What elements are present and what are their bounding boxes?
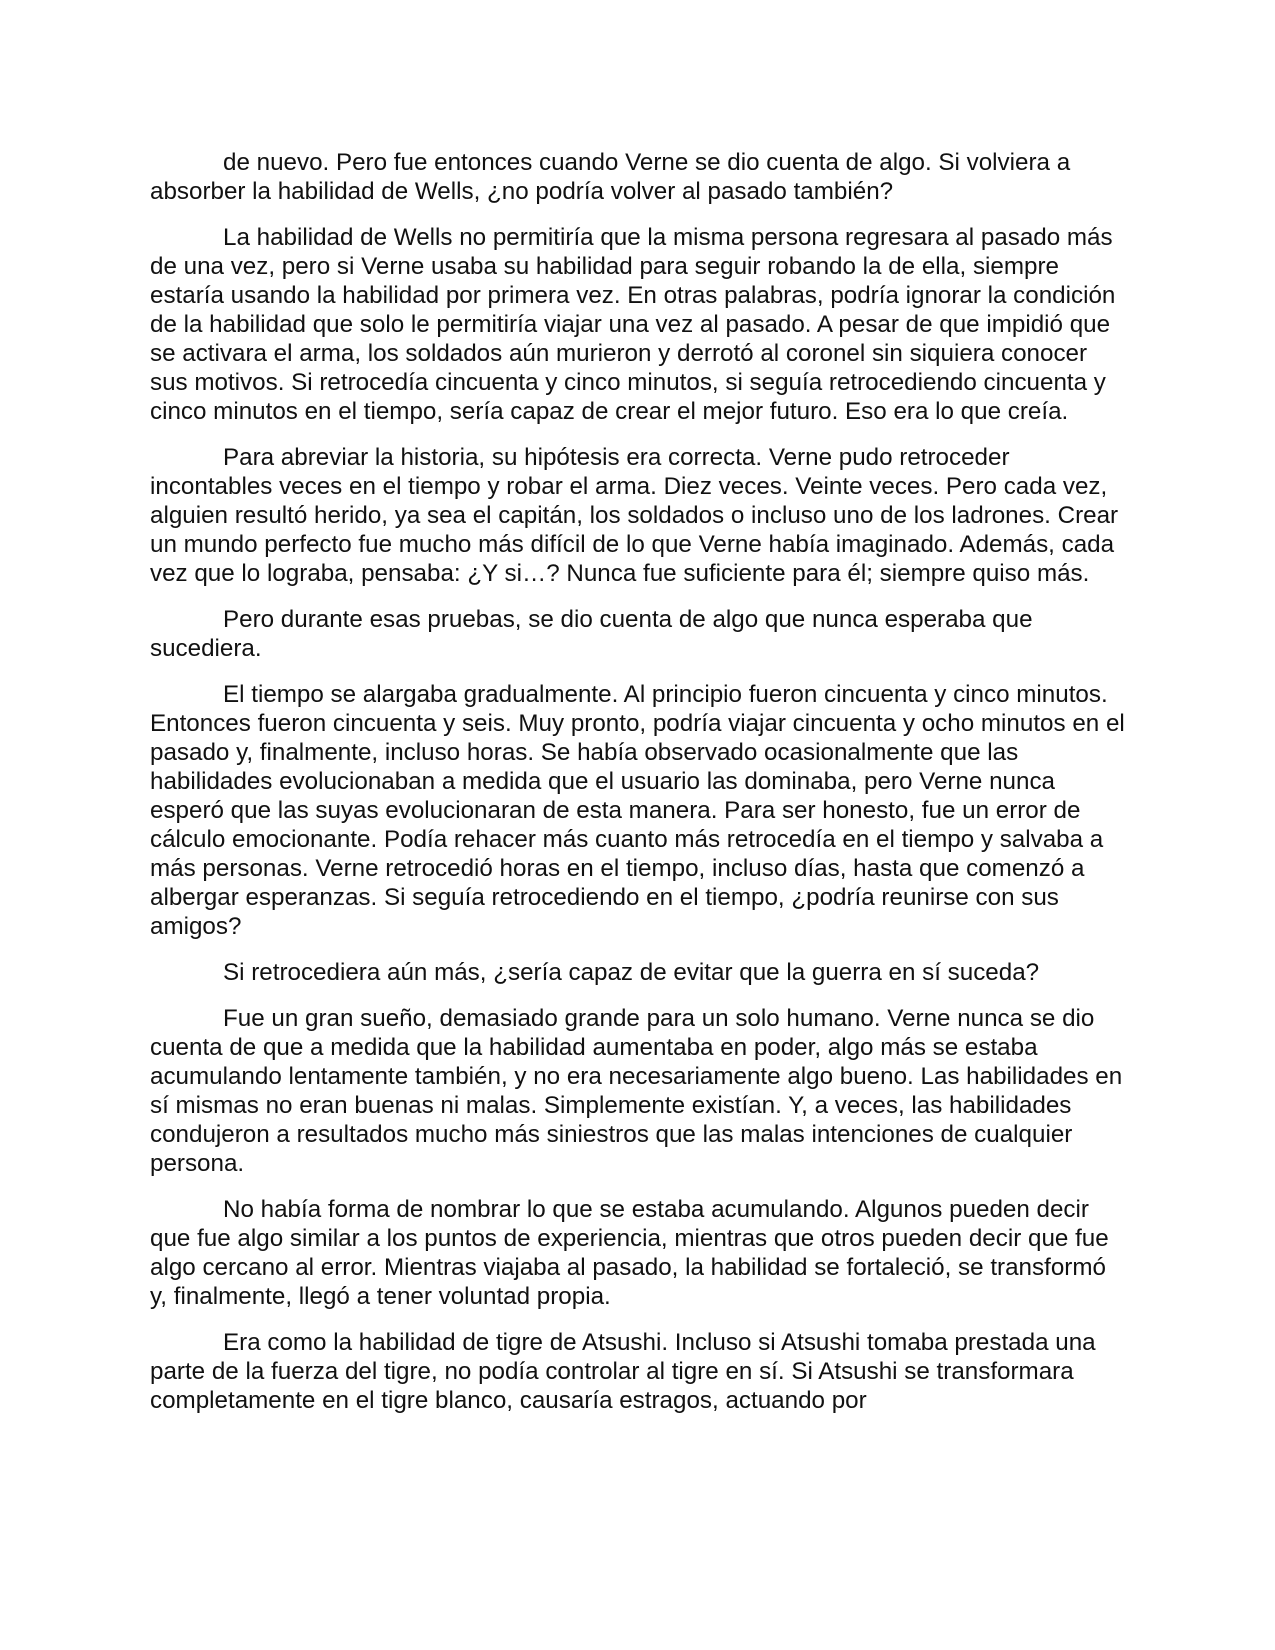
paragraph: El tiempo se alargaba gradualmente. Al principio fueron cincuenta y cinco minutos. Entonces fueron cincuenta y seis. Muy pronto, podría viajar cincuenta y ocho minutos en el pasado y, finalmente, incluso horas. Se había observado ocasionalmente que las habilidades evolucionaban a medida que el usuario las dominaba, pero Verne nunca esperó que las suyas evolucionaran de esta manera. Para ser honesto, fue un error de cálculo emocionante. Podía rehacer más cuanto más retrocedía en el tiempo y salvaba a más personas. Verne retrocedió horas en el tiempo, incluso días, hasta que comenzó a albergar esperanzas. Si seguía retrocediendo en el tiempo, ¿podría reunirse con sus amigos? <box>150 681 1125 940</box>
paragraph: Pero durante esas pruebas, se dio cuenta de algo que nunca esperaba que sucediera. <box>150 606 1033 662</box>
document-page <box>150 148 1125 1432</box>
paragraph: Para abreviar la historia, su hipótesis era correcta. Verne pudo retroceder incontables veces en el tiempo y robar el arma. Diez veces. Veinte veces. Pero cada vez, alguien resultó herido, ya sea el capitán, los soldados o incluso uno de los ladrones. Crear un mundo perfecto fue mucho más difícil de lo que Verne había imaginado. Además, cada vez que lo lograba, pensaba: ¿Y si…? Nunca fue suficiente para él; siempre quiso más. <box>150 444 1119 587</box>
paragraph: Era como la habilidad de tigre de Atsushi. Incluso si Atsushi tomaba prestada una parte de la fuerza del tigre, no podía controlar al tigre en sí. Si Atsushi se transformara completamente en el tigre blanco, causaría estragos, actuando por <box>150 1329 1096 1414</box>
paragraph: No había forma de nombrar lo que se estaba acumulando. Algunos pueden decir que fue algo similar a los puntos de experiencia, mientras que otros pueden decir que fue algo cercano al error. Mientras viajaba al pasado, la habilidad se fortaleció, se transformó y, finalmente, llegó a tener voluntad propia. <box>150 1196 1109 1310</box>
paragraph: La habilidad de Wells no permitiría que la misma persona regresara al pasado más de una vez, pero si Verne usaba su habilidad para seguir robando la de ella, siempre estaría usando la habilidad por primera vez. En otras palabras, podría ignorar la condición de la habilidad que solo le permitiría viajar una vez al pasado. A pesar de que impidió que se activara el arma, los soldados aún murieron y derrotó al coronel sin siquiera conocer sus motivos. Si retrocedía cincuenta y cinco minutos, si seguía retrocediendo cincuenta y cinco minutos en el tiempo, sería capaz de crear el mejor futuro. Eso era lo que creía. <box>150 224 1116 425</box>
paragraph: Fue un gran sueño, demasiado grande para un solo humano. Verne nunca se dio cuenta de que a medida que la habilidad aumentaba en poder, algo más se estaba acumulando lentamente también, y no era necesariamente algo bueno. Las habilidades en sí mismas no eran buenas ni malas. Simplemente existían. Y, a veces, las habilidades condujeron a resultados mucho más siniestros que las malas intenciones de cualquier persona. <box>150 1005 1123 1177</box>
paragraph: Si retrocediera aún más, ¿sería capaz de evitar que la guerra en sí suceda? <box>223 959 1040 986</box>
paragraph: de nuevo. Pero fue entonces cuando Verne se dio cuenta de algo. Si volviera a absorber la habilidad de Wells, ¿no podría volver al pasado también? <box>150 149 1071 205</box>
